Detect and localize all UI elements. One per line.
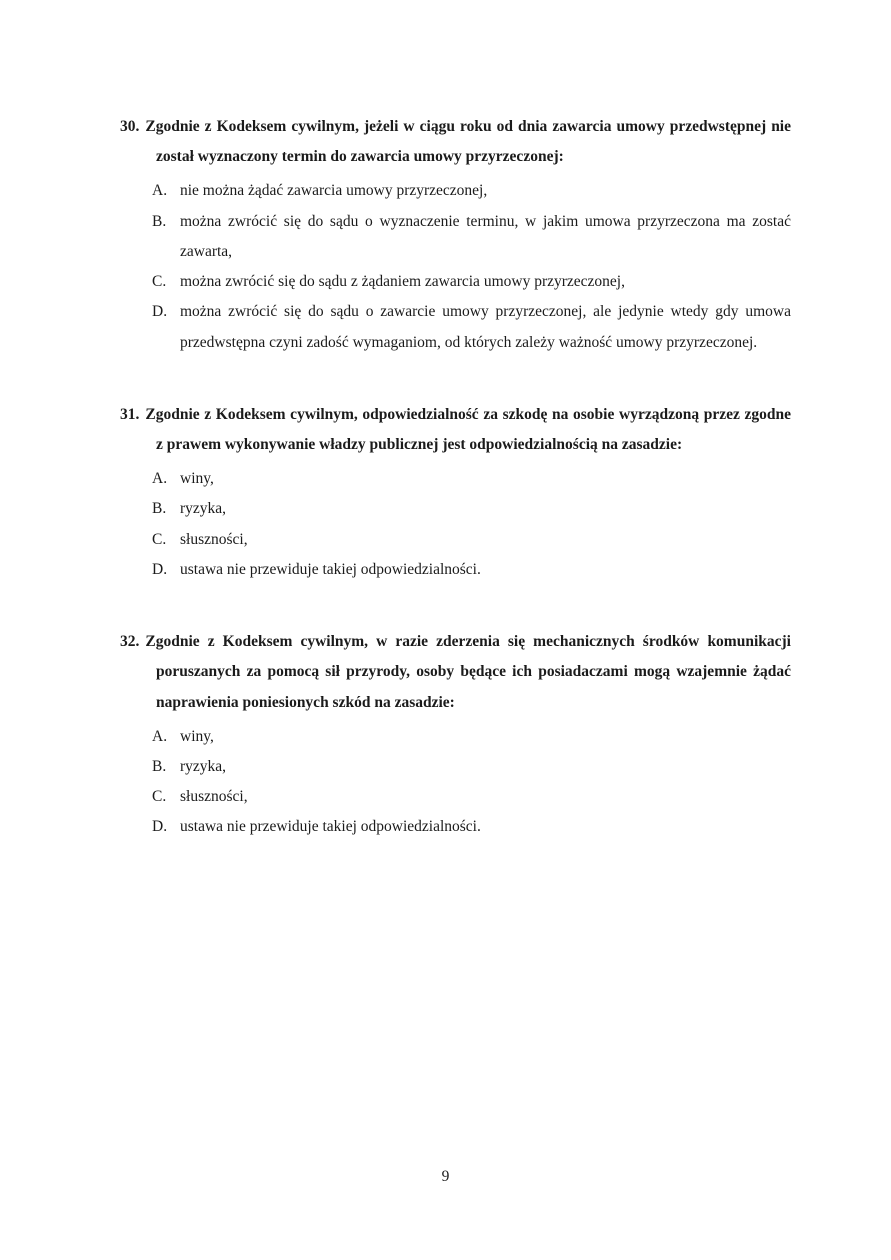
- option-text: można zwrócić się do sądu o wyznaczenie terminu, w jakim umowa przyrzeczona ma zostać zawarta,: [180, 212, 791, 260]
- option-text: winy,: [180, 727, 214, 745]
- option-letter: B.: [152, 212, 167, 230]
- answer-option: [120, 722, 791, 752]
- option-text: można zwrócić się do sądu o zawarcie umowy przyrzeczonej, ale jedynie wtedy gdy umowa przedwstępna czyni zadość wymaganiom, od których zależy ważność umowy przyrzeczonej.: [180, 303, 791, 351]
- option-letter: A.: [152, 182, 168, 200]
- answer-option: [120, 297, 791, 357]
- answer-option: [120, 812, 791, 842]
- option-letter: C.: [152, 273, 167, 291]
- document-page-content: [120, 112, 791, 885]
- question-stem: [120, 112, 791, 172]
- answer-options: [120, 464, 791, 585]
- option-letter: A.: [152, 727, 168, 745]
- question-number: 31.: [120, 405, 140, 423]
- answer-option: [120, 752, 791, 782]
- question-block-30: [120, 112, 791, 358]
- question-stem-text: Zgodnie z Kodeksem cywilnym, w razie zderzenia się mechanicznych środków komunikacji poruszanych za pomocą sił przyrody, osoby będące ich posiadaczami mogą wzajemnie żądać naprawienia poniesionych szkód na zasadzie:: [145, 633, 791, 711]
- option-letter: B.: [152, 500, 167, 518]
- option-text: ustawa nie przewiduje takiej odpowiedzialności.: [180, 818, 481, 836]
- option-letter: C.: [152, 788, 167, 806]
- option-letter: C.: [152, 530, 167, 548]
- option-letter: B.: [152, 757, 167, 775]
- answer-options: [120, 722, 791, 843]
- answer-option: [120, 207, 791, 267]
- option-text: ryzyka,: [180, 757, 227, 775]
- question-block-31: [120, 400, 791, 585]
- option-letter: D.: [152, 560, 168, 578]
- option-text: ryzyka,: [180, 500, 227, 518]
- option-text: ustawa nie przewiduje takiej odpowiedzialności.: [180, 560, 481, 578]
- question-stem: [120, 627, 791, 718]
- option-text: winy,: [180, 470, 214, 488]
- question-stem: [120, 400, 791, 460]
- option-text: nie można żądać zawarcia umowy przyrzeczonej,: [180, 182, 488, 200]
- page-number: 9: [441, 1168, 450, 1185]
- question-stem-text: Zgodnie z Kodeksem cywilnym, odpowiedzialność za szkodę na osobie wyrządzoną przez zgodne z prawem wykonywanie władzy publicznej jest odpowiedzialnością na zasadzie:: [145, 405, 791, 453]
- answer-option: [120, 494, 791, 524]
- option-letter: D.: [152, 303, 168, 321]
- answer-option: [120, 176, 791, 206]
- option-text: słuszności,: [180, 788, 248, 806]
- question-number: 30.: [120, 118, 140, 135]
- option-text: można zwrócić się do sądu z żądaniem zawarcia umowy przyrzeczonej,: [180, 273, 625, 291]
- option-letter: A.: [152, 470, 168, 488]
- answer-option: [120, 525, 791, 555]
- option-letter: D.: [152, 818, 168, 836]
- answer-option: [120, 555, 791, 585]
- answer-options: [120, 176, 791, 357]
- question-stem-text: Zgodnie z Kodeksem cywilnym, jeżeli w ciągu roku od dnia zawarcia umowy przedwstępnej nie został wyznaczony termin do zawarcia umowy przyrzeczonej:: [145, 118, 791, 166]
- question-block-32: [120, 627, 791, 843]
- option-text: słuszności,: [180, 530, 248, 548]
- answer-option: [120, 464, 791, 494]
- answer-option: [120, 782, 791, 812]
- answer-option: [120, 267, 791, 297]
- question-number: 32.: [120, 633, 140, 651]
